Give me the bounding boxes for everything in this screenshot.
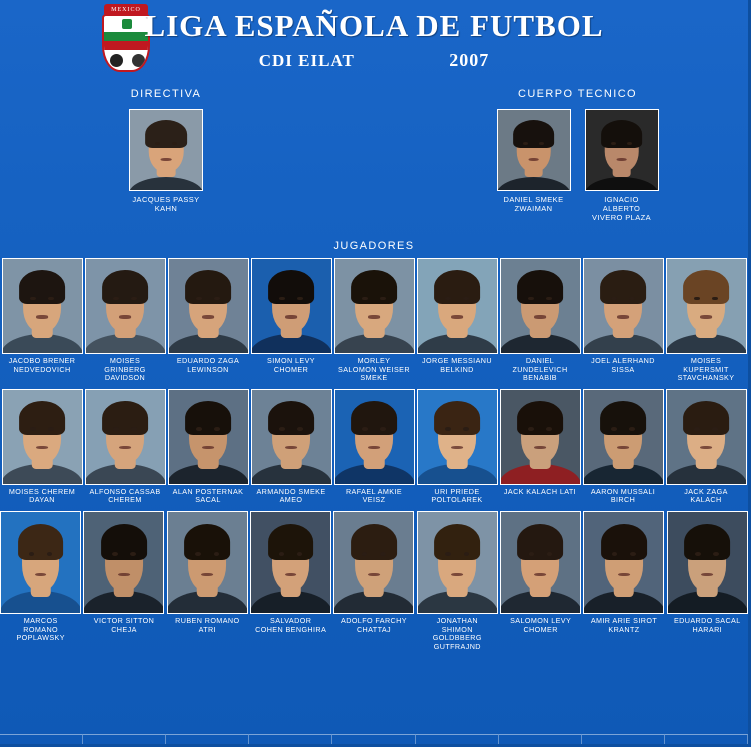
portrait-hair	[101, 524, 147, 560]
portrait-art	[584, 390, 663, 484]
player-card[interactable]	[500, 258, 581, 383]
subtitle-row	[0, 50, 748, 71]
portrait-mouth	[701, 573, 713, 577]
portrait-art	[584, 512, 663, 613]
portrait-art	[130, 110, 202, 190]
portrait-art	[501, 512, 580, 613]
portrait-eye	[279, 297, 285, 301]
portrait-photo	[168, 258, 249, 354]
person-card[interactable]	[497, 109, 571, 222]
bottom-strip-cell	[0, 734, 83, 744]
portrait-eye	[113, 427, 119, 431]
player-card[interactable]	[666, 389, 747, 505]
portrait-art	[667, 390, 746, 484]
portrait-eye	[694, 297, 700, 301]
player-card[interactable]	[333, 511, 414, 651]
player-card[interactable]	[417, 511, 498, 651]
portrait-photo	[500, 258, 581, 354]
player-name: MOISES GRINBERG DAVIDSON	[104, 356, 146, 383]
portrait-hair	[268, 270, 314, 304]
portrait-hair	[102, 401, 148, 435]
portrait-hair	[268, 401, 314, 435]
portrait-art	[3, 259, 82, 353]
portrait-art	[86, 390, 165, 484]
portrait-hair	[102, 270, 148, 304]
player-card[interactable]	[168, 258, 249, 383]
player-card[interactable]	[667, 511, 748, 651]
portrait-mouth	[285, 573, 297, 577]
player-name: DANIEL ZUNDELEVICH BENABIB	[512, 356, 568, 383]
portrait-eye	[30, 427, 36, 431]
player-name: SALOMON LEVY CHOMER	[510, 615, 572, 634]
crest-banner-label: MEXICO	[111, 7, 141, 13]
portrait-mouth	[528, 158, 539, 161]
portrait-eye	[528, 297, 534, 301]
players-row-3	[0, 511, 748, 651]
player-name: SALVADOR COHEN BENGHIRA	[255, 615, 327, 634]
player-card[interactable]	[666, 258, 747, 383]
directiva-photos	[86, 109, 246, 213]
person-name: DANIEL SMEKE ZWAIMAN	[503, 195, 564, 213]
player-card[interactable]	[83, 511, 164, 651]
portrait-art	[584, 259, 663, 353]
portrait-art	[1, 512, 80, 613]
portrait-art	[169, 259, 248, 353]
portrait-hair	[19, 401, 65, 435]
portrait-mouth	[118, 573, 130, 577]
player-card[interactable]	[417, 389, 498, 505]
portrait-hair	[600, 401, 646, 435]
bottom-strip-cell	[499, 734, 582, 744]
portrait-photo	[666, 258, 747, 354]
player-card[interactable]	[167, 511, 248, 651]
cuerpo-tecnico-photos	[470, 109, 685, 222]
portrait-art	[169, 390, 248, 484]
portrait-hair	[185, 401, 231, 435]
player-name: JONATHAN SHIMON GOLDBBERG GUTFRAJND	[432, 615, 482, 651]
portrait-hair	[683, 401, 729, 435]
portrait-hair	[434, 524, 480, 560]
portrait-photo	[0, 511, 81, 614]
portrait-photo	[334, 389, 415, 485]
portrait-mouth	[535, 573, 547, 577]
player-name: MOISES CHEREM DAYAN	[8, 486, 76, 505]
portrait-mouth	[451, 573, 463, 577]
portrait-hair	[268, 524, 314, 560]
player-card[interactable]	[583, 511, 664, 651]
portrait-art	[3, 390, 82, 484]
player-name: EDUARDO SACAL HARARI	[673, 615, 741, 634]
portrait-photo	[168, 389, 249, 485]
portrait-eye	[611, 427, 617, 431]
player-name: MARCOS ROMANO POPLAWSKY	[16, 615, 65, 643]
portrait-hair	[434, 401, 480, 435]
player-card[interactable]	[85, 389, 166, 505]
portrait-eye	[113, 297, 119, 301]
portrait-art	[418, 512, 497, 613]
bottom-strip-cell	[249, 734, 332, 744]
portrait-photo	[333, 511, 414, 614]
portrait-eye	[445, 297, 451, 301]
portrait-mouth	[368, 573, 380, 577]
portrait-art	[252, 259, 331, 353]
bottom-strip-cell	[582, 734, 665, 744]
player-name: AARON MUSSALI BIRCH	[590, 486, 656, 505]
portrait-photo	[85, 389, 166, 485]
portrait-eye	[611, 142, 616, 145]
portrait-eye	[528, 427, 534, 431]
directiva-group	[86, 88, 246, 213]
player-name: JORGE MESSIANU BELKIND	[422, 356, 492, 374]
player-name: ALAN POSTERNAK SACAL	[172, 486, 244, 505]
portrait-art	[501, 259, 580, 353]
portrait-photo	[417, 389, 498, 485]
portrait-photo	[83, 511, 164, 614]
portrait-photo	[417, 258, 498, 354]
person-name: JACQUES PASSY KAHN	[132, 195, 200, 213]
player-name: ALFONSO CASSAB CHEREM	[89, 486, 161, 505]
cuerpo-tecnico-label: CUERPO TECNICO	[517, 88, 638, 100]
portrait-photo	[417, 511, 498, 614]
portrait-eye	[279, 427, 285, 431]
portrait-art	[168, 512, 247, 613]
player-name: SIMON LEVY CHOMER	[267, 356, 315, 374]
portrait-hair	[19, 270, 65, 304]
players-row-2	[0, 389, 748, 505]
portrait-hair	[18, 524, 64, 560]
portrait-hair	[517, 270, 563, 304]
portrait-mouth	[161, 158, 172, 161]
player-name: MOISES KUPERSMIT STAVCHANSKY	[677, 356, 735, 383]
portrait-art	[334, 512, 413, 613]
portrait-art	[498, 110, 570, 190]
portrait-mouth	[201, 573, 213, 577]
person-card[interactable]	[129, 109, 203, 213]
player-name: RUBEN ROMANO ATRI	[175, 615, 240, 634]
player-card[interactable]	[500, 389, 581, 505]
player-card[interactable]	[2, 389, 83, 505]
portrait-photo	[500, 511, 581, 614]
portrait-photo	[129, 109, 203, 191]
portrait-mouth	[35, 573, 47, 577]
portrait-art	[84, 512, 163, 613]
player-card[interactable]	[251, 258, 332, 383]
player-name: JOEL ALERHAND SISSA	[591, 356, 655, 374]
portrait-photo	[251, 389, 332, 485]
cuerpo-tecnico-group	[470, 88, 685, 222]
portrait-photo	[585, 109, 659, 191]
portrait-art	[252, 390, 331, 484]
player-card[interactable]	[2, 258, 83, 383]
portrait-photo	[583, 511, 664, 614]
player-name: URI PRIEDE POLTOLAREK	[431, 486, 483, 505]
bottom-strip-cell	[83, 734, 166, 744]
player-card[interactable]	[500, 511, 581, 651]
portrait-eye	[196, 427, 202, 431]
portrait-art	[668, 512, 747, 613]
bottom-strip	[0, 734, 748, 744]
player-card[interactable]	[168, 389, 249, 505]
player-card[interactable]	[251, 389, 332, 505]
portrait-art	[335, 259, 414, 353]
portrait-eye	[196, 297, 202, 301]
person-card[interactable]	[585, 109, 659, 222]
event-subtitle: CDI EILAT	[258, 51, 355, 70]
player-card[interactable]	[0, 511, 81, 651]
portrait-photo	[583, 389, 664, 485]
portrait-photo	[667, 511, 748, 614]
portrait-art	[501, 390, 580, 484]
player-name: EDUARDO ZAGA LEWINSON	[176, 356, 240, 374]
portrait-eye	[694, 427, 700, 431]
portrait-hair	[518, 524, 564, 560]
player-name: JACK ZAGA KALACH	[684, 486, 728, 505]
person-name: IGNACIO ALBERTO VIVERO PLAZA	[592, 195, 651, 222]
directiva-label: DIRECTIVA	[130, 88, 202, 100]
portrait-photo	[251, 258, 332, 354]
bottom-strip-cell	[332, 734, 415, 744]
portrait-hair	[185, 270, 231, 304]
player-name: VICTOR SITTON CHEJA	[93, 615, 155, 634]
player-name: ADOLFO FARCHY CHATTAJ	[341, 615, 407, 634]
portrait-hair	[351, 270, 397, 304]
portrait-photo	[167, 511, 248, 614]
player-card[interactable]	[583, 258, 664, 383]
portrait-photo	[334, 258, 415, 354]
portrait-photo	[250, 511, 331, 614]
portrait-eye	[523, 142, 528, 145]
portrait-hair	[600, 270, 646, 304]
portrait-hair	[684, 524, 730, 560]
player-name: AMIR ARIE SIROT KRANTZ	[590, 615, 658, 634]
portrait-mouth	[616, 158, 627, 161]
portrait-photo	[497, 109, 571, 191]
event-year: 2007	[449, 50, 490, 70]
bottom-strip-cell	[665, 734, 748, 744]
player-card[interactable]	[250, 511, 331, 651]
player-card[interactable]	[334, 258, 415, 383]
player-card[interactable]	[85, 258, 166, 383]
portrait-art	[586, 110, 658, 190]
player-name: ARMANDO SMEKE AMEO	[256, 486, 326, 505]
staff-section	[0, 88, 748, 238]
portrait-photo	[500, 389, 581, 485]
players-row-1	[0, 258, 748, 383]
bottom-strip-cell	[166, 734, 249, 744]
portrait-eye	[362, 427, 368, 431]
portrait-art	[667, 259, 746, 353]
portrait-eye	[445, 427, 451, 431]
portrait-eye	[611, 297, 617, 301]
portrait-art	[418, 259, 497, 353]
portrait-hair	[517, 401, 563, 435]
portrait-photo	[666, 389, 747, 485]
portrait-photo	[2, 258, 83, 354]
portrait-art	[335, 390, 414, 484]
player-card[interactable]	[417, 258, 498, 383]
portrait-photo	[2, 389, 83, 485]
page-title: LIGA ESPAÑOLA DE FUTBOL	[144, 8, 604, 43]
portrait-hair	[601, 524, 647, 560]
player-name: RAFAEL AMKIE VEISZ	[345, 486, 403, 505]
portrait-photo	[85, 258, 166, 354]
portrait-eye	[30, 297, 36, 301]
portrait-hair	[184, 524, 230, 560]
portrait-photo	[583, 258, 664, 354]
portrait-hair	[513, 120, 555, 149]
portrait-hair	[434, 270, 480, 304]
player-card[interactable]	[583, 389, 664, 505]
poster-header	[0, 0, 748, 88]
portrait-art	[251, 512, 330, 613]
portrait-hair	[351, 524, 397, 560]
player-name: JACOBO BRENER NEDVEDOVICH	[8, 356, 76, 374]
player-name: MORLEY SALOMON WEISER SMEKE	[338, 356, 410, 383]
player-card[interactable]	[334, 389, 415, 505]
portrait-eye	[362, 297, 368, 301]
portrait-mouth	[618, 573, 630, 577]
portrait-art	[86, 259, 165, 353]
player-name: JACK KALACH LATI	[503, 486, 577, 496]
portrait-art	[418, 390, 497, 484]
portrait-hair	[351, 401, 397, 435]
portrait-hair	[683, 270, 729, 304]
jugadores-label: JUGADORES	[333, 240, 415, 252]
bottom-strip-cell	[416, 734, 499, 744]
portrait-hair	[145, 120, 187, 149]
portrait-hair	[601, 120, 643, 149]
